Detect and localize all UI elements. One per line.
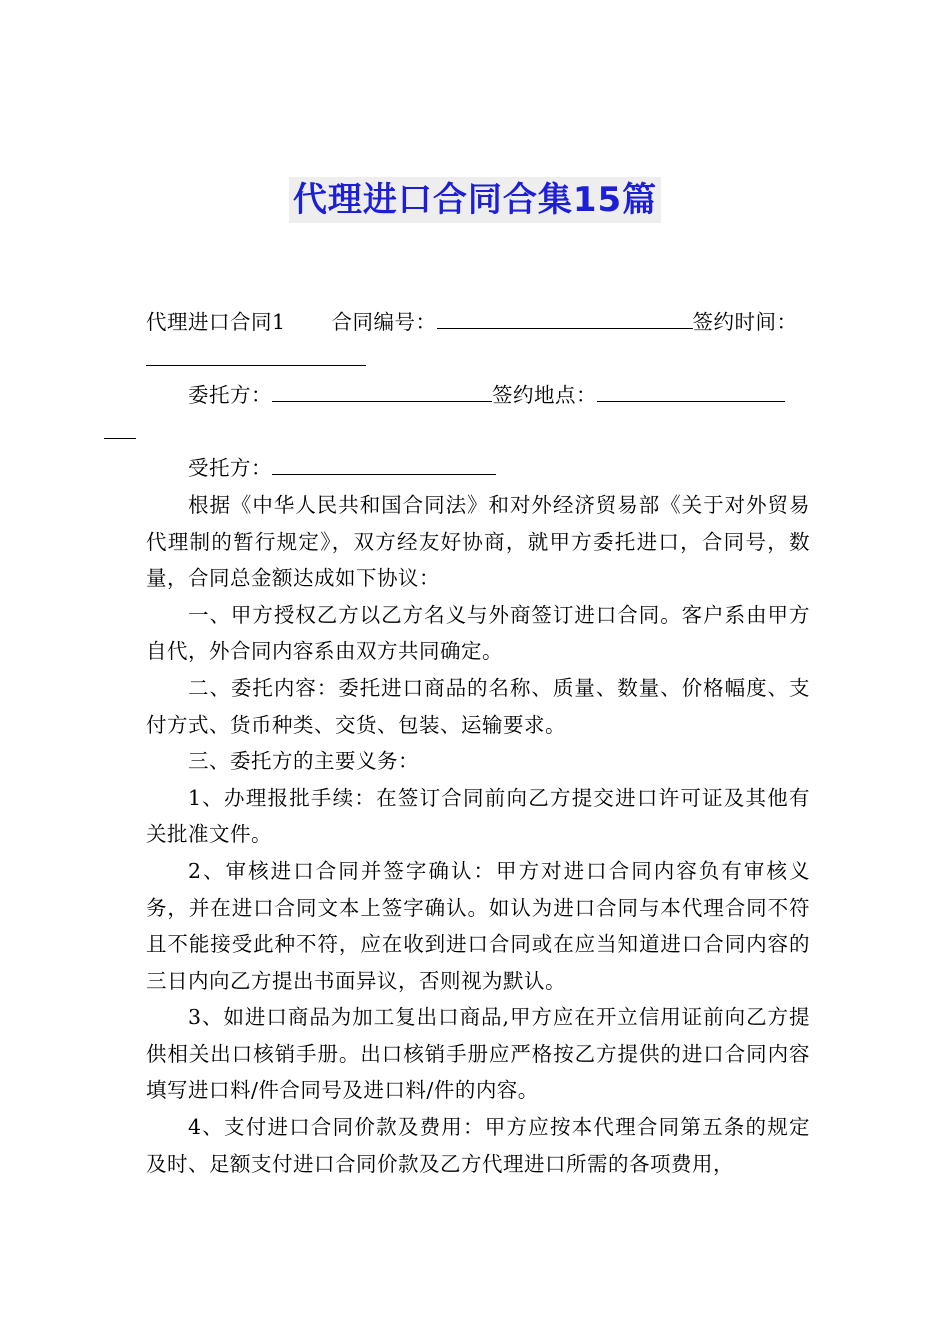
paragraph-item-4: 4、支付进口合同价款及费用：甲方应按本代理合同第五条的规定及时、足额支付进口合同价款及乙方代理进口所需的各项费用，	[146, 1115, 810, 1176]
contract-name: 代理进口合同1	[146, 310, 286, 334]
agent-blank	[272, 456, 496, 475]
contract-number-blank	[437, 310, 693, 329]
sign-place-blank-continued	[104, 420, 136, 439]
paragraph-item-2: 2、审核进口合同并签字确认：甲方对进口合同内容负有审核义务，并在进口合同文本上签字确认。如认为进口合同与本代理合同不符且不能接受此种不符，应在收到进口合同或在应当知道进口合同内容的三日内向乙方提出书面异议，否则视为默认。	[146, 858, 810, 993]
agent-label: 受托方：	[188, 456, 272, 481]
sign-time-blank	[146, 347, 366, 366]
client-blank	[272, 383, 492, 402]
paragraph-preamble: 根据《中华人民共和国合同法》和对外经济贸易部《关于对外贸易代理制的暂行规定》，双方经友好协商，就甲方委托进口，合同号，数量，合同总金额达成如下协议：	[146, 492, 810, 591]
document-body	[146, 304, 810, 1182]
paragraph-item-3: 3、如进口商品为加工复出口商品,甲方应在开立信用证前向乙方提供相关出口核销手册。出口核销手册应严格按乙方提供的进口合同内容填写进口料/件合同号及进口料/件的内容。	[146, 1005, 810, 1103]
paragraph-clause-3: 三、委托方的主要义务：	[188, 749, 419, 774]
sign-place-blank	[597, 383, 785, 402]
document-title-wrap	[0, 177, 950, 223]
client-line	[146, 377, 810, 450]
paragraph-clause-1: 一、甲方授权乙方以乙方名义与外商签订进口合同。客户系由甲方自代，外合同内容系由双方共同确定。	[146, 602, 810, 664]
contract-number-label: 合同编号：	[331, 310, 437, 334]
paragraph-item-1: 1、办理报批手续：在签订合同前向乙方提交进口许可证及其他有关批准文件。	[146, 785, 810, 847]
agent-line	[146, 450, 810, 487]
client-label: 委托方：	[188, 383, 272, 408]
sign-time-label: 签约时间：	[692, 310, 798, 334]
document-title: 代理进口合同合集15篇	[289, 177, 661, 223]
sign-place-label: 签约地点：	[492, 383, 597, 408]
paragraph-clause-2: 二、委托内容：委托进口商品的名称、质量、数量、价格幅度、支付方式、货币种类、交货、包装、运输要求。	[146, 675, 810, 737]
contract-header-line	[146, 304, 810, 377]
